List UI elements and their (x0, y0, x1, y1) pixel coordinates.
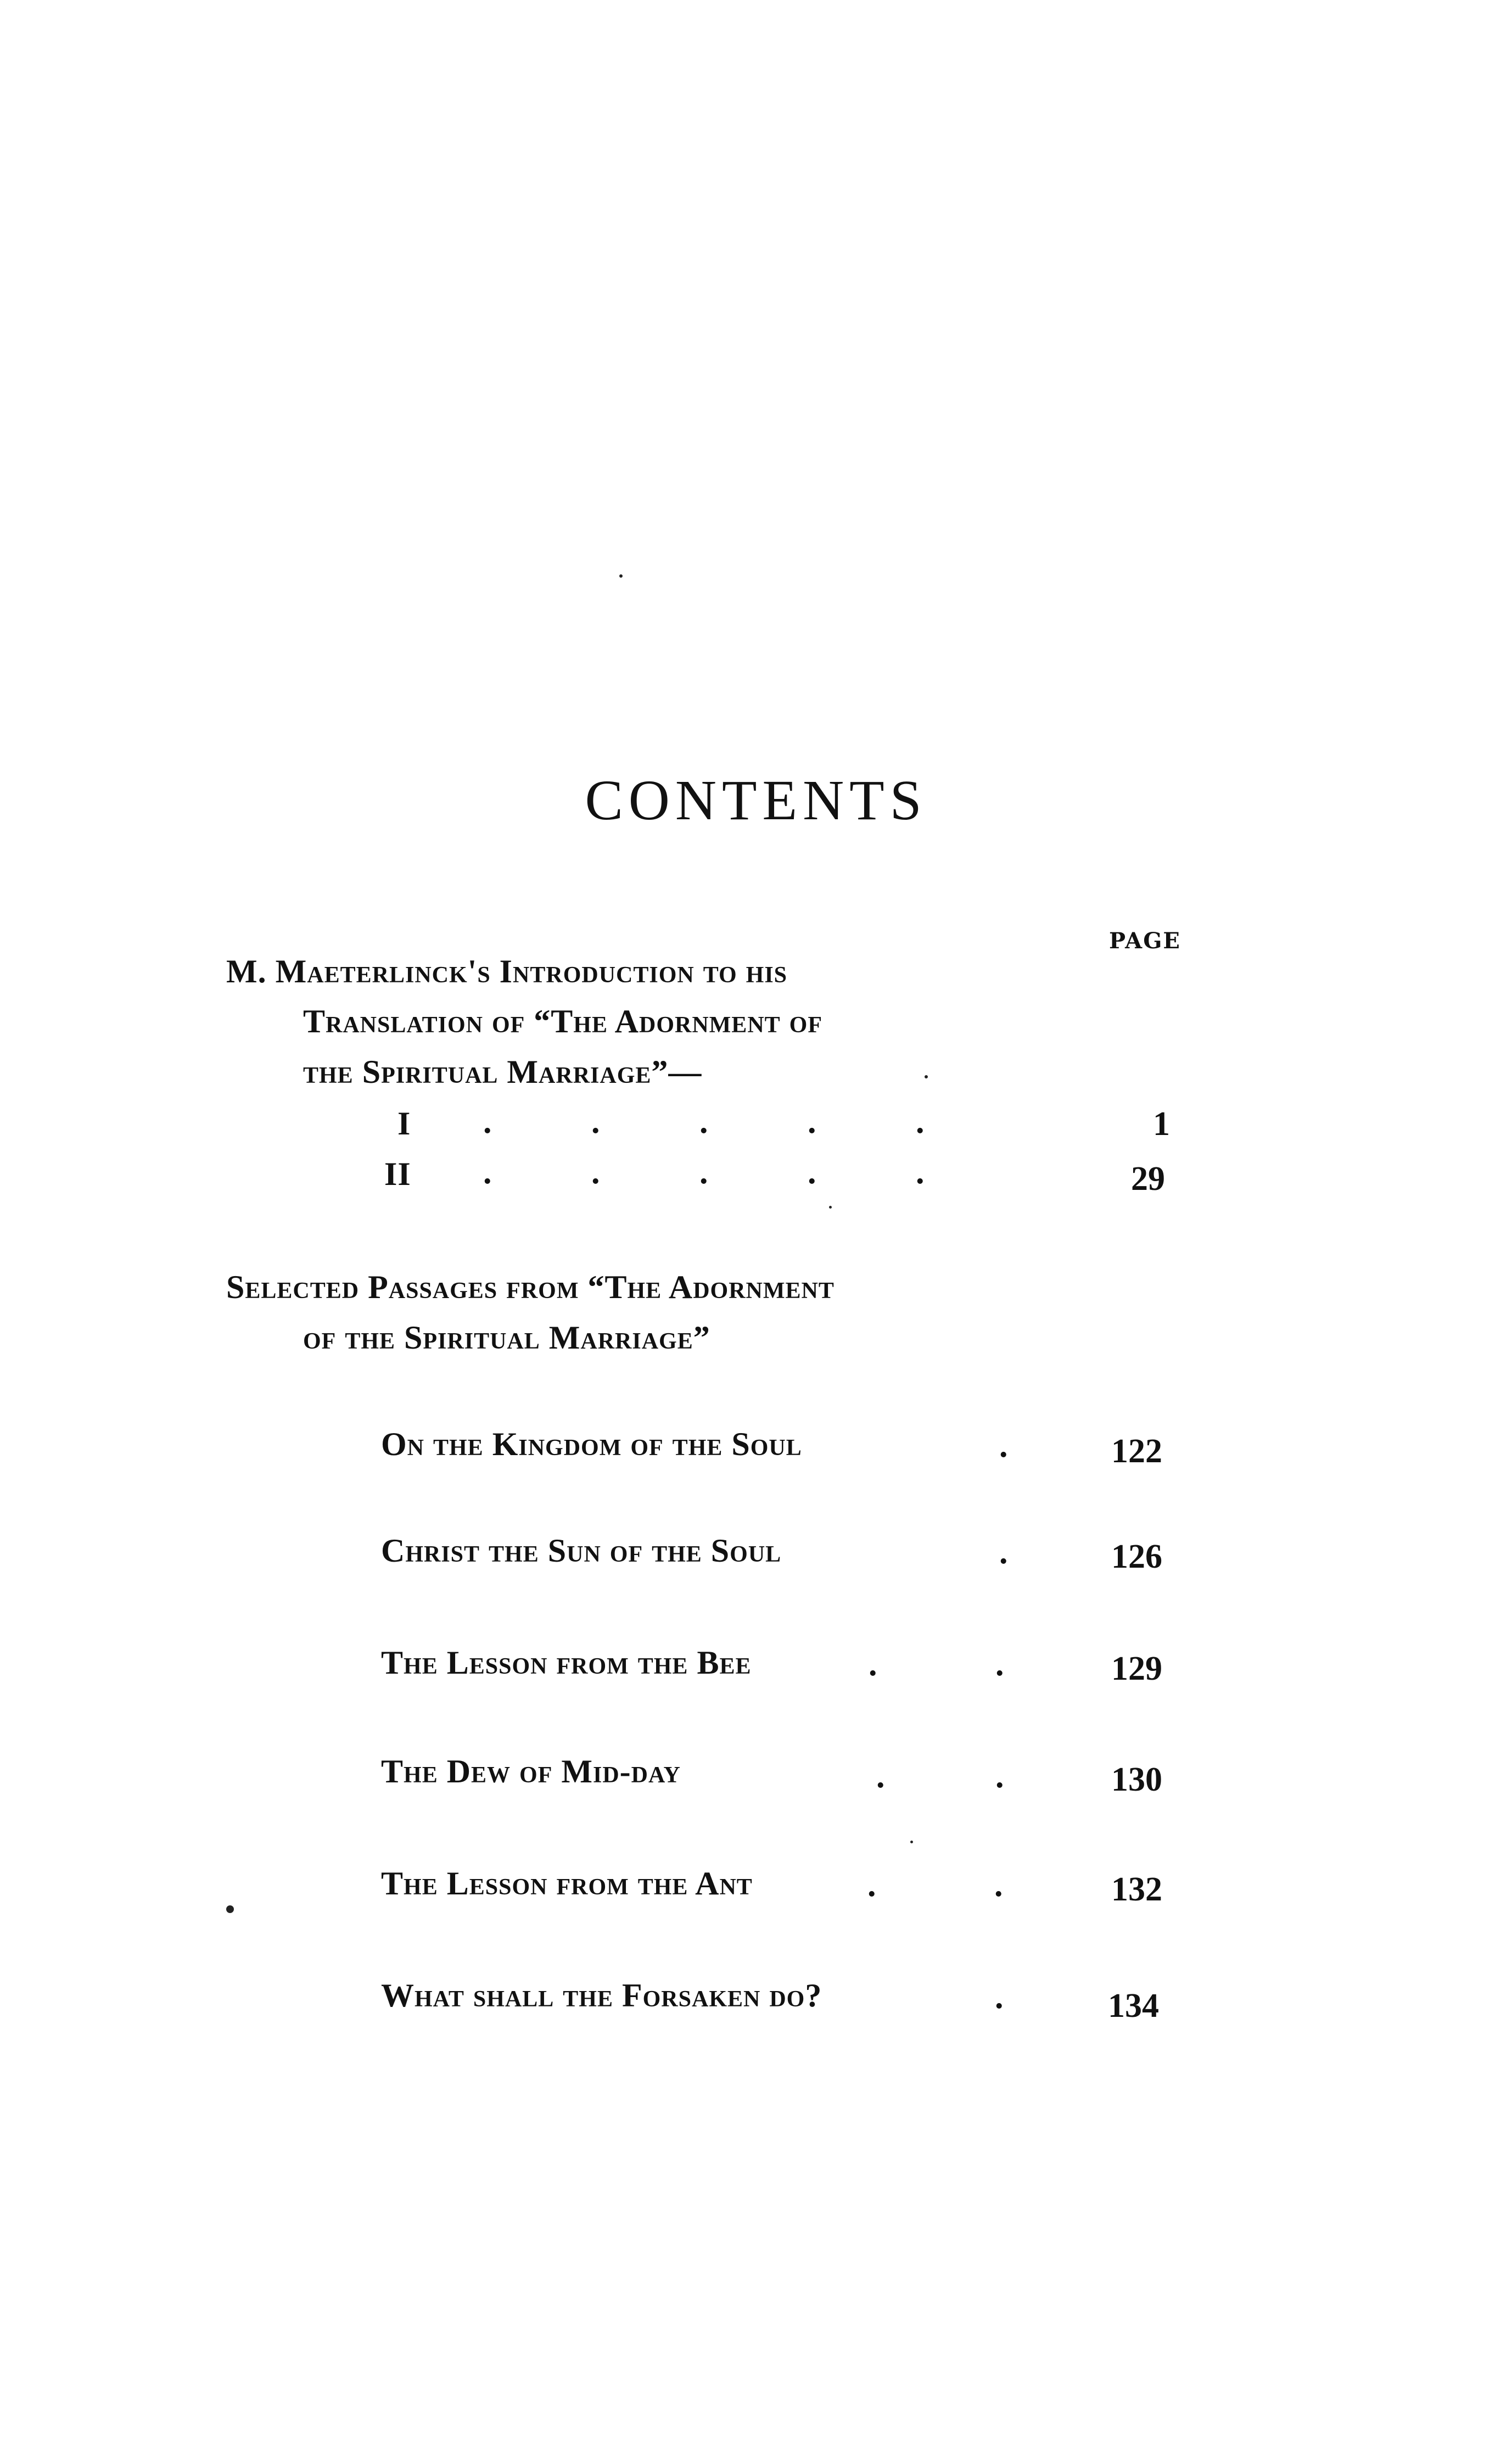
toc-page-number: 1 (1153, 1105, 1170, 1143)
toc-subentry-title: The Lesson from the Bee (381, 1645, 752, 1681)
toc-subentry-title: Christ the Sun of the Soul (381, 1533, 782, 1569)
leader-dots: . . . . . (483, 1103, 925, 1140)
leader-dots: . . (869, 1646, 1004, 1683)
toc-entry-selected-line-2: of the Spiritual Marriage” (303, 1319, 710, 1356)
toc-entry-selected-line-1: Selected Passages from “The Adornment (226, 1269, 835, 1305)
leader-dots: . . . . . (483, 1154, 925, 1191)
toc-part-label: II (384, 1156, 411, 1192)
toc-entry-intro-line-2: Translation of “The Adornment of (303, 1003, 822, 1039)
toc-part-label: I (397, 1105, 411, 1142)
leader-dots: . (995, 1978, 1004, 2016)
toc-page-number: 126 (1111, 1538, 1162, 1575)
leader-dots: . . (876, 1758, 1004, 1795)
leader-dots: . (999, 1427, 1008, 1464)
toc-subentry-title: The Dew of Mid-day (381, 1753, 681, 1790)
toc-page-number: 134 (1108, 1987, 1159, 2025)
toc-page-number: 29 (1131, 1160, 1165, 1198)
ink-speck (925, 1075, 928, 1078)
toc-page-number: 122 (1111, 1433, 1162, 1470)
leader-dots: . (999, 1534, 1008, 1571)
ink-speck (829, 1206, 832, 1209)
toc-subentry-title: The Lesson from the Ant (381, 1865, 753, 1902)
toc-entry-intro-line-1: M. Maeterlinck's Introduction to his (226, 953, 788, 989)
leader-dots: . . (867, 1866, 1003, 1904)
ink-speck (910, 1841, 913, 1843)
toc-page-number: 132 (1111, 1871, 1162, 1908)
toc-page-number: 130 (1111, 1761, 1162, 1798)
page-title: CONTENTS (585, 769, 927, 832)
ink-speck (619, 574, 623, 578)
toc-entry-intro-line-3: the Spiritual Marriage”— (303, 1054, 702, 1090)
toc-page-number: 129 (1111, 1650, 1162, 1687)
page-column-label: PAGE (1109, 928, 1181, 954)
toc-subentry-title: What shall the Forsaken do? (381, 1977, 822, 2014)
toc-subentry-title: On the Kingdom of the Soul (381, 1426, 802, 1462)
ink-speck (226, 1905, 234, 1913)
